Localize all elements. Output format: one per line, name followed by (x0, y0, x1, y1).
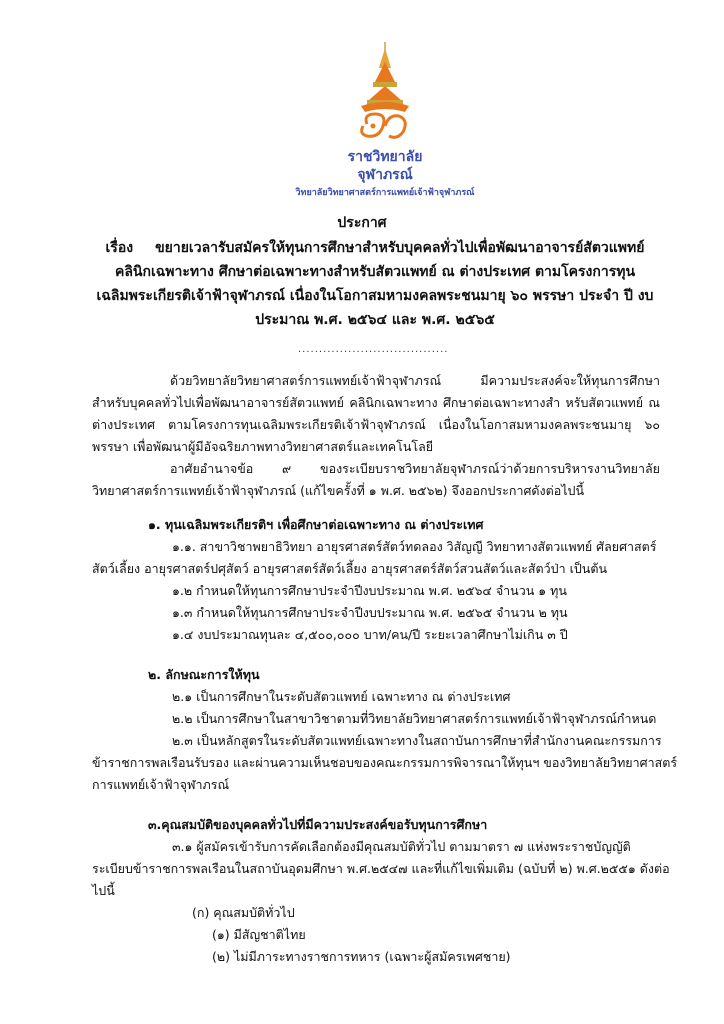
section2-item3-cont2: การแพทย์เจ้าฟ้าจุฬาภรณ์ (92, 777, 230, 792)
section3-sub-a1: (๑) มีสัญชาติไทย (212, 927, 306, 942)
section1-item1-cont: สัตว์เลี้ยง อายุรศาสตร์ปศุสัตว์ อายุรศาสตร์สัตว์เลี้ยง อายุรศาสตร์สัตว์สวนสัตว์และสัตว์ป่า เป็นต้น (92, 561, 608, 576)
section2-item3: ๒.๓ เป็นหลักสูตรในระดับสัตวแพทย์เฉพาะทางในสถาบันการศึกษาที่สำนักงานคณะกรรมการ (172, 733, 662, 748)
intro-paragraph-1: ด้วยวิทยาลัยวิทยาศาสตร์การแพทย์เจ้าฟ้าจุฬาภรณ์ มีความประสงค์จะให้ทุนการศึกษาสำหรับบุคคลทั่วไปเพื่อพัฒนาอาจารย์สัตวแพทย์ คลินิกเฉพาะทาง ศึกษาต่อเฉพาะทางสำ หรับสัตวแพทย์ ณ ต่างประเทศ ตามโครงการทุนเฉลิมพระเกียรติเจ้าฟ้าจุฬาภรณ์ เนื่องในโอกาสมหามงคลพระชนมายุ ๖๐ พรรษา เพื่อพัฒนาผู้มีอัจฉริยภาพทางวิทยาศาสตร์และเทคโนโลยี (92, 373, 660, 454)
subject-block (95, 236, 655, 332)
section2-item3-cont: ข้าราชการพลเรือนรับรอง และผ่านความเห็นชอบของคณะกรรมการพิจารณาให้ทุนฯ ของวิทยาลัยวิทยาศาสตร์ (92, 755, 678, 770)
section1-item4: ๑.๔ งบประมาณทุนละ ๔,๕๐๐,๐๐๐ บาท/คน/ปี ระยะเวลาศึกษาไม่เกิน ๓ ปี (172, 627, 568, 642)
section2-heading: ๒. ลักษณะการให้ทุน (148, 667, 260, 682)
logo-name-line1: ราชวิทยาลัย (347, 149, 423, 165)
section3-item1-cont2: ไปนี้ (92, 883, 115, 898)
announcement-title: ประกาศ (337, 215, 387, 231)
section1-item2: ๑.๒ กำหนดให้ทุนการศึกษาประจำปีงบประมาณ พ.ศ. ๒๕๖๔ จำนวน ๑ ทุน (172, 583, 567, 598)
college-logo (290, 40, 480, 205)
section3-heading: ๓.คุณสมบัติของบุคคลทั่วไปที่มีความประสงค์ขอรับทุนการศึกษา (148, 817, 488, 832)
section1-item3: ๑.๓ กำหนดให้ทุนการศึกษาประจำปีงบประมาณ พ.ศ. ๒๕๖๕ จำนวน ๒ ทุน (172, 605, 568, 620)
section1-heading: ๑. ทุนเฉลิมพระเกียรติฯ เพื่อศึกษาต่อเฉพาะทาง ณ ต่างประเทศ (148, 517, 484, 532)
section2-item2: ๒.๒ เป็นการศึกษาในสาขาวิชาตามที่วิทยาลัยวิทยาศาสตร์การแพทย์เจ้าฟ้าจุฬาภรณ์กำหนด (172, 711, 657, 726)
section2-item1: ๒.๑ เป็นการศึกษาในระดับสัตวแพทย์ เฉพาะทาง ณ ต่างประเทศ (172, 689, 511, 704)
section3-item1: ๓.๑ ผู้สมัครเข้ารับการคัดเลือกต้องมีคุณสมบัติทั่วไป ตามมาตรา ๗ แห่งพระราชบัญญัติ (172, 839, 631, 854)
logo-subtitle: วิทยาลัยวิทยาศาสตร์การแพทย์เจ้าฟ้าจุฬาภรณ์ (295, 188, 475, 198)
section3-sub-a2: (๒) ไม่มีภาระทางราชการทหาร (เฉพาะผู้สมัครเพศชาย) (212, 949, 511, 964)
intro-paragraph-2: อาศัยอำนาจข้อ ๙ ของระเบียบราชวิทยาลัยจุฬาภรณ์ว่าด้วยการบริหารงานวิทยาลัยวิทยาศาสตร์การแพทย์เจ้าฟ้าจุฬาภรณ์ (แก้ไขครั้งที่ ๑ พ.ศ. ๒๕๖๒) จึงออกประกาศดังต่อไปนี้ (92, 461, 660, 498)
logo-name-line2: จุฬาภรณ์ (357, 167, 413, 183)
subject-line1 (95, 236, 655, 260)
announcement-body (92, 370, 678, 968)
section1-item1: ๑.๑. สาขาวิชาพยาธิวิทยา อายุรศาสตร์สัตว์ทดลอง วิสัญญี วิทยาทางสัตวแพทย์ ศัลยศาสตร์ (172, 539, 657, 554)
subject-line2: คลินิกเฉพาะทาง ศึกษาต่อเฉพาะทางสำหรับสัตวแพทย์ ณ ต่างประเทศ ตามโครงการทุน (114, 264, 636, 280)
subject-line3: เฉลิมพระเกียรติเจ้าฟ้าจุฬาภรณ์ เนื่องในโอกาสมหามงคลพระชนมายุ ๖๐ พรรษา ประจำ ปี งบ (96, 288, 654, 304)
separator-dots: .................................... (298, 344, 449, 355)
section3-item1-cont: ระเบียบข้าราชการพลเรือนในสถาบันอุดมศึกษา พ.ศ.๒๕๔๗ และที่แก้ไขเพิ่มเติม (ฉบับที่ ๒) พ.ศ.๒๕๕๑ ดังต่อ (92, 861, 670, 876)
crown-emblem-icon (345, 40, 425, 144)
section3-sub-a: (ก) คุณสมบัติทั่วไป (192, 905, 295, 920)
subject-label: เรื่อง (105, 240, 134, 256)
subject-text1: ขยายเวลารับสมัครให้ทุนการศึกษาสำหรับบุคคลทั่วไปเพื่อพัฒนาอาจารย์สัตวแพทย์ (155, 240, 645, 256)
subject-line4: ประมาณ พ.ศ. ๒๕๖๔ และ พ.ศ. ๒๕๖๕ (255, 312, 495, 328)
